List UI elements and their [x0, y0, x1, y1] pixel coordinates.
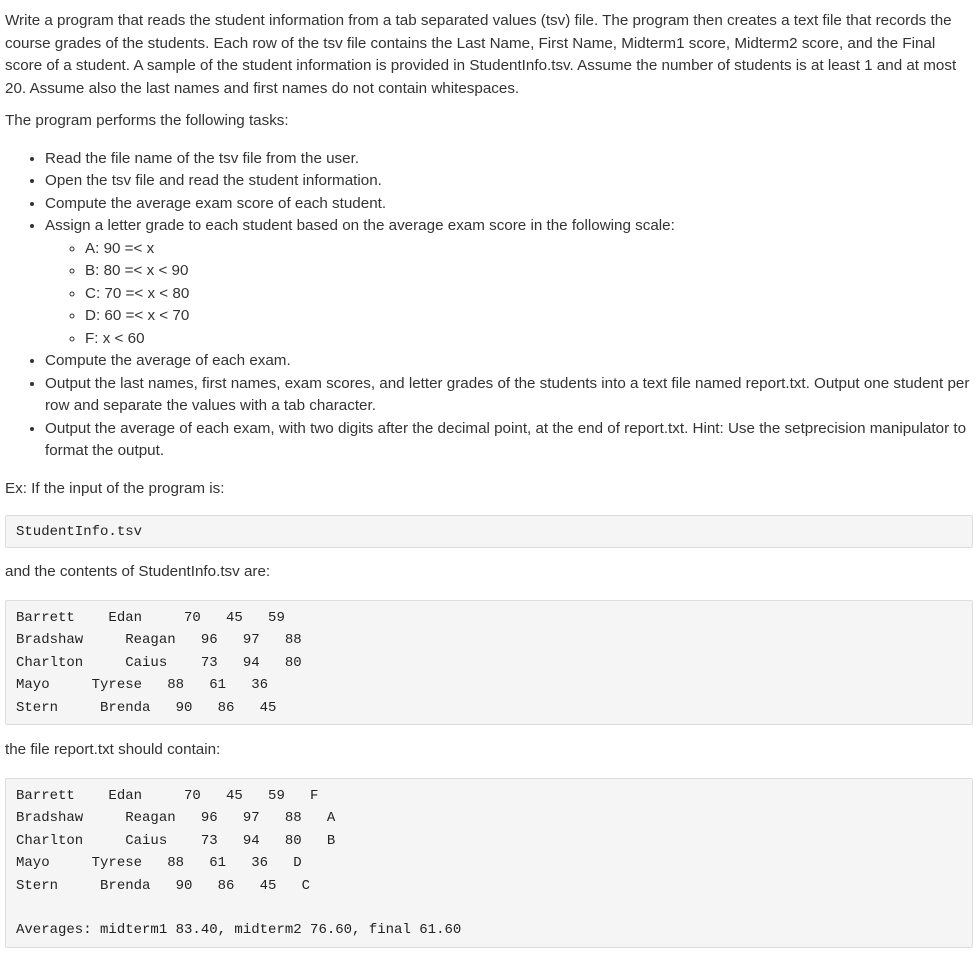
report-code-block	[5, 778, 973, 948]
grade-scale-item: ◦ F: x < 60	[85, 328, 973, 351]
report-row: Stern Brenda 90 86 45 C	[16, 877, 311, 894]
grade-scale-item: ◦ C: 70 =< x < 80	[85, 283, 973, 306]
tsv-row: Charlton Caius 73 94 80	[16, 654, 302, 671]
report-row: Barrett Edan 70 45 59 F	[16, 787, 319, 804]
task-item: • Compute the average of each exam.	[45, 350, 973, 373]
intro-paragraph: Write a program that reads the student information from a tab separated values (tsv) file. The program then creates a text file that records the course grades of the students. Each row of the tsv file contains the Last Name, First Name, Midterm1 score, Midterm2 score, and the Final score of a student. A sample of the student information is provided in StudentInfo.tsv. Assume the number of students is at least 1 and at most 20. Assume also the last names and first names do not contain whitespaces.	[5, 12, 957, 97]
contents-lead: and the contents of StudentInfo.tsv are:	[5, 563, 271, 580]
grade-scale-item: ◦ A: 90 =< x	[85, 238, 973, 261]
tsv-row: Barrett Edan 70 45 59	[16, 609, 285, 626]
task-item: • Output the average of each exam, with two digits after the decimal point, at the end of report.txt. Hint: Use the setprecision manipulator to format the output.	[45, 418, 973, 463]
task-item	[45, 215, 973, 350]
report-row: Bradshaw Reagan 96 97 88 A	[16, 810, 336, 826]
input-filename: StudentInfo.tsv	[16, 524, 143, 540]
task-item: • Read the file name of the tsv file from the user.	[45, 148, 973, 171]
example-lead: Ex: If the input of the program is:	[5, 479, 225, 497]
task-item-text: Assign a letter grade to each student based on the average exam score in the following scale:	[45, 217, 675, 234]
task-list	[5, 148, 973, 463]
grade-scale-item: ◦ B: 80 =< x < 90	[85, 260, 973, 283]
grade-scale-item: ◦ D: 60 =< x < 70	[85, 305, 973, 328]
tsv-row: Bradshaw Reagan 96 97 88	[16, 632, 302, 648]
task-item: • Compute the average exam score of each student.	[45, 193, 973, 216]
grade-scale-list	[45, 238, 973, 351]
tsv-code-block	[5, 600, 973, 726]
tsv-row: Mayo Tyrese 88 61 36	[16, 677, 269, 693]
tsv-row: Stern Brenda 90 86 45	[16, 699, 277, 716]
task-item: • Open the tsv file and read the student information.	[45, 170, 973, 193]
task-item: • Output the last names, first names, exam scores, and letter grades of the students into a text file named report.txt. Output one student per row and separate the values with a tab character.	[45, 373, 973, 418]
tasks-lead: The program performs the following tasks:	[5, 112, 289, 129]
report-row: Mayo Tyrese 88 61 36 D	[16, 855, 302, 871]
report-lead: the file report.txt should contain:	[5, 741, 221, 758]
averages-row: Averages: midterm1 83.40, midterm2 76.60, final 61.60	[16, 922, 462, 938]
report-row: Charlton Caius 73 94 80 B	[16, 832, 336, 849]
input-code-block	[5, 515, 973, 548]
